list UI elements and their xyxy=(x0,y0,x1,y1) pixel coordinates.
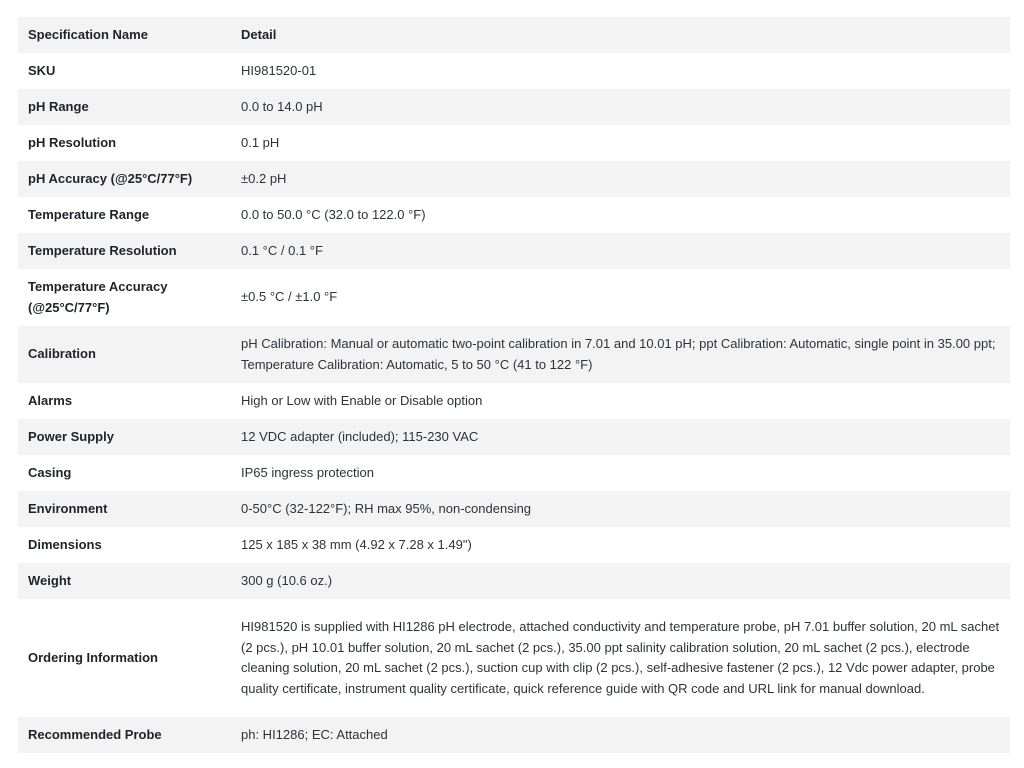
table-row-casing xyxy=(18,455,1010,491)
spec-detail: 0-50°C (32-122°F); RH max 95%, non-condensing xyxy=(241,500,532,516)
table-row-power-supply xyxy=(18,419,1010,455)
spec-detail: pH Calibration: Manual or automatic two-point calibration in 7.01 and 10.01 pH; ppt Calibration: Automatic, single point in 35.00 ppt; Temperature Calibration: Automatic, 5 to 50 °C (41 to 122 °F) xyxy=(241,336,996,372)
table-row-calibration xyxy=(18,326,1010,383)
spec-detail: HI981520 is supplied with HI1286 pH electrode, attached conductivity and temperature probe, pH 7.01 buffer solution, 20 mL sachet (2 pcs.), pH 10.01 buffer solution, 20 mL sachet (2 pcs.), 35.00 ppt salinity calibration solution, 20 mL sachet (2 pcs.), electrode cleaning solution, 20 mL sachet (2 pcs.), suction cup with clip (2 pcs.), self-adhesive fastener (2 pcs.), 12 Vdc power adapter, probe quality certificate, instrument quality certificate, quick reference guide with QR code and URL link for manual download. xyxy=(241,619,1000,696)
table-header-row xyxy=(18,17,1010,53)
spec-detail: ph: HI1286; EC: Attached xyxy=(241,726,388,742)
table-row-temperature-range xyxy=(18,197,1010,233)
spec-detail: 125 x 185 x 38 mm (4.92 x 7.28 x 1.49") xyxy=(241,536,472,552)
spec-name: Weight xyxy=(28,572,72,588)
spec-name: Environment xyxy=(28,500,108,516)
spec-name: Alarms xyxy=(28,392,73,408)
header-detail: Detail xyxy=(231,17,1010,53)
table-row-temperature-accuracy xyxy=(18,269,1010,326)
spec-name: Calibration xyxy=(28,346,96,362)
spec-detail: 300 g (10.6 oz.) xyxy=(241,572,333,588)
spec-name: Dimensions xyxy=(28,536,102,552)
spec-name: Temperature Accuracy (@25°C/77°F) xyxy=(28,279,168,315)
table-row-ph-accuracy xyxy=(18,161,1010,197)
spec-name: Temperature Resolution xyxy=(28,242,177,258)
spec-detail: 0.0 to 50.0 °C (32.0 to 122.0 °F) xyxy=(241,206,426,222)
table-row-environment xyxy=(18,491,1010,527)
spec-detail: 0.1 °C / 0.1 °F xyxy=(241,242,323,258)
spec-name: pH Range xyxy=(28,98,89,114)
spec-name: Power Supply xyxy=(28,428,114,444)
spec-detail: HI981520-01 xyxy=(241,62,317,78)
table-row-ordering-information xyxy=(18,599,1010,717)
spec-detail: 0.0 to 14.0 pH xyxy=(241,98,323,114)
spec-name: SKU xyxy=(28,62,56,78)
table-row-ph-resolution xyxy=(18,125,1010,161)
spec-detail: IP65 ingress protection xyxy=(241,464,374,480)
table-row-weight xyxy=(18,563,1010,599)
spec-detail: 12 VDC adapter (included); 115-230 VAC xyxy=(241,428,479,444)
spec-name: Temperature Range xyxy=(28,206,150,222)
table-row-alarms xyxy=(18,383,1010,419)
spec-detail: ±0.2 pH xyxy=(241,170,287,186)
spec-name: Ordering Information xyxy=(28,649,158,665)
spec-name: pH Accuracy (@25°C/77°F) xyxy=(28,170,193,186)
specification-table xyxy=(18,17,1010,753)
specification-table-container xyxy=(18,17,1010,753)
spec-name: Recommended Probe xyxy=(28,726,162,742)
spec-name: pH Resolution xyxy=(28,134,117,150)
table-row-temperature-resolution xyxy=(18,233,1010,269)
table-row-ph-range xyxy=(18,89,1010,125)
header-specification-name: Specification Name xyxy=(18,17,231,53)
table-row-dimensions xyxy=(18,527,1010,563)
spec-detail: High or Low with Enable or Disable option xyxy=(241,392,483,408)
spec-detail: ±0.5 °C / ±1.0 °F xyxy=(241,289,338,305)
table-row-sku xyxy=(18,53,1010,89)
table-row-recommended-probe xyxy=(18,717,1010,753)
spec-detail: 0.1 pH xyxy=(241,134,280,150)
spec-name: Casing xyxy=(28,464,72,480)
